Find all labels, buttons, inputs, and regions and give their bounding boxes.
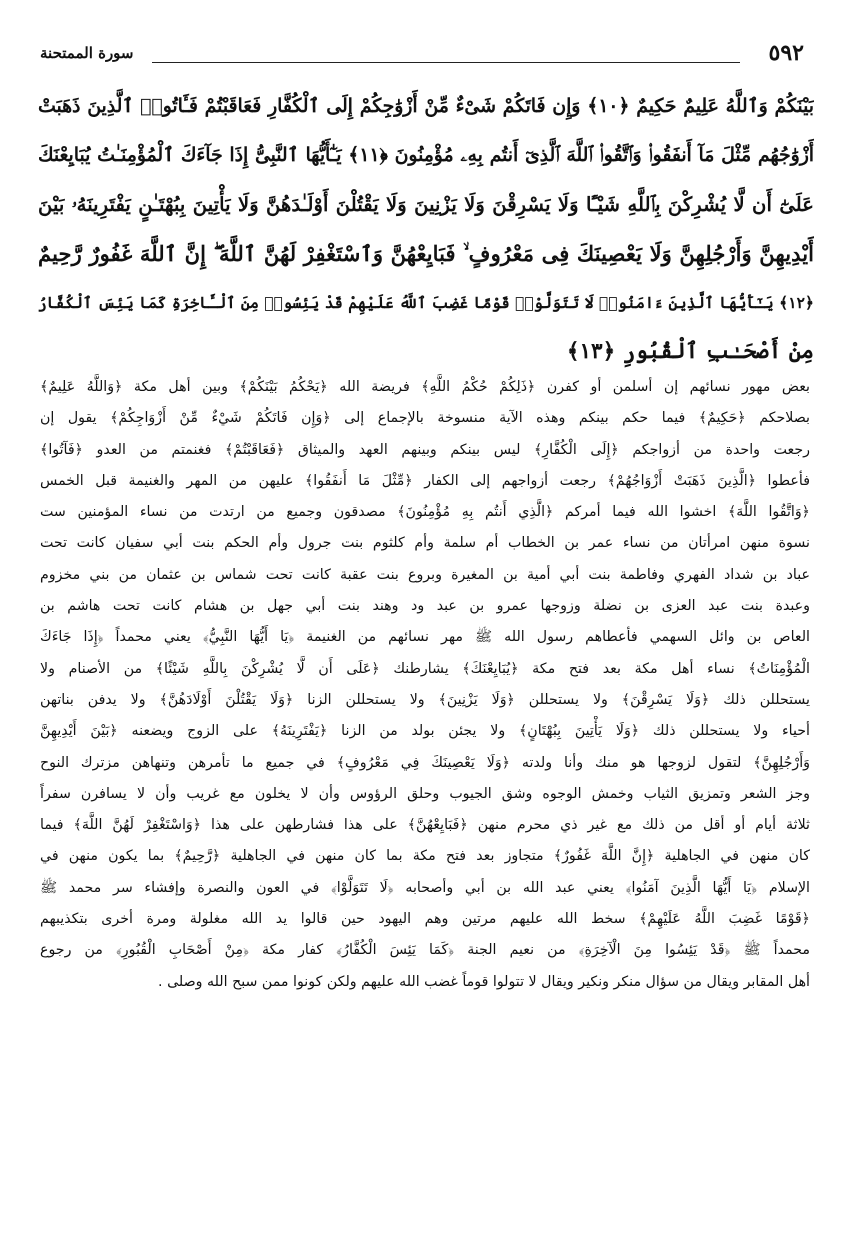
commentary-line: ﴿وَاتَّقُوا اللَّهَ﴾ اخشوا الله فيما أمركم ﴿الَّذِي أَنتُم بِهِ مُؤْمِنُونَ﴾ مصدقون وجميع من ارتدت من نساء المؤمنين ست (40, 504, 810, 521)
commentary-line: رجعت واحدة من أزواجكم ﴿إِلَى الْكُفَّارِ﴾ ليس بينكم وبينهم العهد والميثاق ﴿فَعَاقَبْتُمْ﴾ فغنمتم من العدو ﴿فَآتُوا﴾ (40, 441, 810, 458)
quran-line: أَيْدِيهِنَّ وَأَرْجُلِهِنَّ وَلَا يَعْصِينَكَ فِى مَعْرُوفٍ ۙ فَبَايِعْهُنَّ وَٱسْتَغْفِرْ لَهُنَّ ٱللَّهَ ۖ إِنَّ ٱللَّهَ غَفُورٌ رَّحِيمٌ (38, 241, 814, 266)
commentary-line: ﴿قَوْمًا غَضِبَ اللَّهُ عَلَيْهِمْ﴾ سخط الله عليهم مرتين وهم اليهود حين قالوا يد الله مغلولة ومرة أخرى بتكذيبهم (40, 911, 810, 928)
commentary-line: بصلاحكم ﴿حَكِيمٌ﴾ فيما حكم بينكم وهذه الآية منسوخة بالإجماع إلى ﴿وَإِن فَاتَكُمْ شَيْءٌ مِّنْ أَزْوَاجِكُمْ﴾ يقول إن (40, 410, 810, 427)
surah-name: سورة الممتحنة (40, 44, 134, 62)
commentary-line: أهل المقابر ويقال من سؤال منكر ونكير ويقال لا تتولوا قوماً غضب الله عليهم ولكن كونوا ممن سبح الله وصلى . (158, 973, 810, 990)
quran-line: بَيْنَكُمْ وَٱللَّهُ عَلِيمٌ حَكِيمٌ ﴿١٠﴾ وَإِن فَاتَكُمْ شَىْءٌ مِّنْ أَزْوَٰجِكُمْ إِلَى ٱلْكُفَّارِ فَعَاقَبْتُمْ فَـَٔاتُوا۟ ٱلَّذِينَ ذَهَبَتْ (38, 95, 814, 117)
quran-line: مِنْ أَصْحَـٰبِ ٱلْقُبُورِ ﴿١٣﴾ (566, 339, 814, 364)
commentary-line: وَأَرْجُلِهِنَّ﴾ لتقول لزوجها هو منك وأنا ولدته ﴿وَلَا يَعْصِينَكَ فِي مَعْرُوفٍ﴾ في جميع ما تأمرهن وتنهاهن مزترك النوح (40, 754, 810, 771)
commentary-line: الْمُؤْمِنَاتُ﴾ نساء أهل مكة بعد فتح مكة ﴿يُبَايِعْنَكَ﴾ يشارطنك ﴿عَلَى أَن لَّا يُشْرِكْنَ بِاللَّهِ شَيْئًا﴾ من الأصنام ولا (40, 660, 810, 677)
commentary-line: العاص بن وائل السهمي فأعطاهم رسول الله ﷺ مهر نسائهم من الغنيمة ﴿يَا أَيُّهَا النَّبِيُّ﴾ يعني محمداً ﴿إِذَا جَاءَكَ (40, 629, 810, 646)
commentary-line: ثلاثة أيام أو أقل من ذلك مع غير ذي محرم منهن ﴿فَبَايِعْهُنَّ﴾ على هذا فشارطهن على هذا ﴿وَاسْتَغْفِرْ لَهُنَّ اللَّهَ﴾ فيما (40, 817, 810, 834)
quran-text-block (38, 82, 814, 376)
commentary-line: فأعطوا ﴿الَّذِينَ ذَهَبَتْ أَزْوَاجُهُمْ﴾ رجعت أزواجهم إلى الكفار ﴿مِّثْلَ مَا أَنفَقُوا﴾ عليهن من المهر والغنيمة قبل الخمس (40, 472, 810, 489)
commentary-line: وجز الشعر وتمزيق الثياب وخمش الوجوه وشق الجيوب وحلق الرؤوس وأن لا يخلون مع غريب وأن لا يسافرن سفراً (40, 785, 810, 802)
page-number: ٥٩٢ (768, 40, 804, 66)
page-header (40, 40, 810, 70)
commentary-line: يستحللن ذلك ﴿وَلَا يَسْرِقْنَ﴾ ولا يستحللن ﴿وَلَا يَزْنِينَ﴾ ولا يستحللن الزنا ﴿وَلَا يَقْتُلْنَ أَوْلَادَهُنَّ﴾ ولا يدفن بناتهن (40, 691, 810, 708)
quran-line: ﴿١٢﴾ يَـٰٓأَيُّهَا ٱلَّذِينَ ءَامَنُوا۟ لَا تَتَوَلَّوْا۟ قَوْمًا غَضِبَ ٱللَّهُ عَلَيْهِمْ قَدْ يَئِسُوا۟ مِنَ ٱلْـَٔاخِرَةِ كَمَا يَئِسَ ٱلْكُفَّارُ (38, 293, 814, 312)
commentary-line: نسوة منهن امرأتان من نساء عمر بن الخطاب أم سلمة وأم كلثوم بنت جرول وأم الحكم بنت أبي سفيان كانت تحت (40, 535, 810, 552)
commentary-line: أحياء ولا يستحللن ذلك ﴿وَلَا يَأْتِينَ بِبُهْتَانٍ﴾ ولا يجئن بولد من الزنا ﴿يَفْتَرِينَهُ﴾ على الزوج ويضعنه ﴿بَيْنَ أَيْدِيهِنَّ (40, 723, 810, 740)
commentary-text-block (40, 372, 810, 998)
commentary-line: وعبدة بنت عبد العزى بن نضلة وزوجها عمرو بن عبد ود وهند بنت أبي جهل بن هشام كانت تحت هاشم بن (40, 598, 810, 615)
quran-line: عَلَىٰٓ أَن لَّا يُشْرِكْنَ بِٱللَّهِ شَيْـًٔا وَلَا يَسْرِقْنَ وَلَا يَزْنِينَ وَلَا يَقْتُلْنَ أَوْلَـٰدَهُنَّ وَلَا يَأْتِينَ بِبُهْتَـٰنٍ يَفْتَرِينَهُۥ بَيْنَ (38, 193, 814, 216)
commentary-line: محمداً ﷺ ﴿قَدْ يَئِسُوا مِنَ الْآخِرَةِ﴾ من نعيم الجنة ﴿كَمَا يَئِسَ الْكُفَّارُ﴾ كفار مكة ﴿مِنْ أَصْحَابِ الْقُبُورِ﴾ من رجوع (40, 942, 810, 959)
quran-line: أَزْوَٰجُهُم مِّثْلَ مَآ أَنفَقُوا۟ وَٱتَّقُوا۟ ٱللَّهَ ٱلَّذِىٓ أَنتُم بِهِۦ مُؤْمِنُونَ ﴿١١﴾ يَـٰٓأَيُّهَا ٱلنَّبِىُّ إِذَا جَآءَكَ ٱلْمُؤْمِنَـٰتُ يُبَايِعْنَكَ (38, 144, 814, 166)
commentary-line: عباد بن شداد الفهري وفاطمة بنت أبي أمية بن المغيرة وبروع بنت عقبة كانت تحت شماس بن عثمان من بني مخزوم (40, 566, 810, 583)
commentary-line: الإسلام ﴿يَا أَيُّهَا الَّذِينَ آمَنُوا﴾ يعني عبد الله بن أبي وأصحابه ﴿لَا تَتَوَلَّوْا﴾ في العون والنصرة وإفشاء سر محمد ﷺ (40, 879, 810, 896)
header-rule (152, 62, 740, 63)
commentary-line: بعض مهور نسائهم إن أسلمن أو كفرن ﴿ذَلِكُمْ حُكْمُ اللَّهِ﴾ فريضة الله ﴿يَحْكُمُ بَيْنَكُمْ﴾ وبين أهل مكة ﴿وَاللَّهُ عَلِيمٌ﴾ (40, 379, 810, 395)
commentary-line: كان منهن في الجاهلية ﴿إِنَّ اللَّهَ غَفُورٌ﴾ متجاوز بعد فتح مكة بما كان منهن في الجاهلية ﴿رَّحِيمٌ﴾ بما يكون منهن في (40, 848, 810, 865)
